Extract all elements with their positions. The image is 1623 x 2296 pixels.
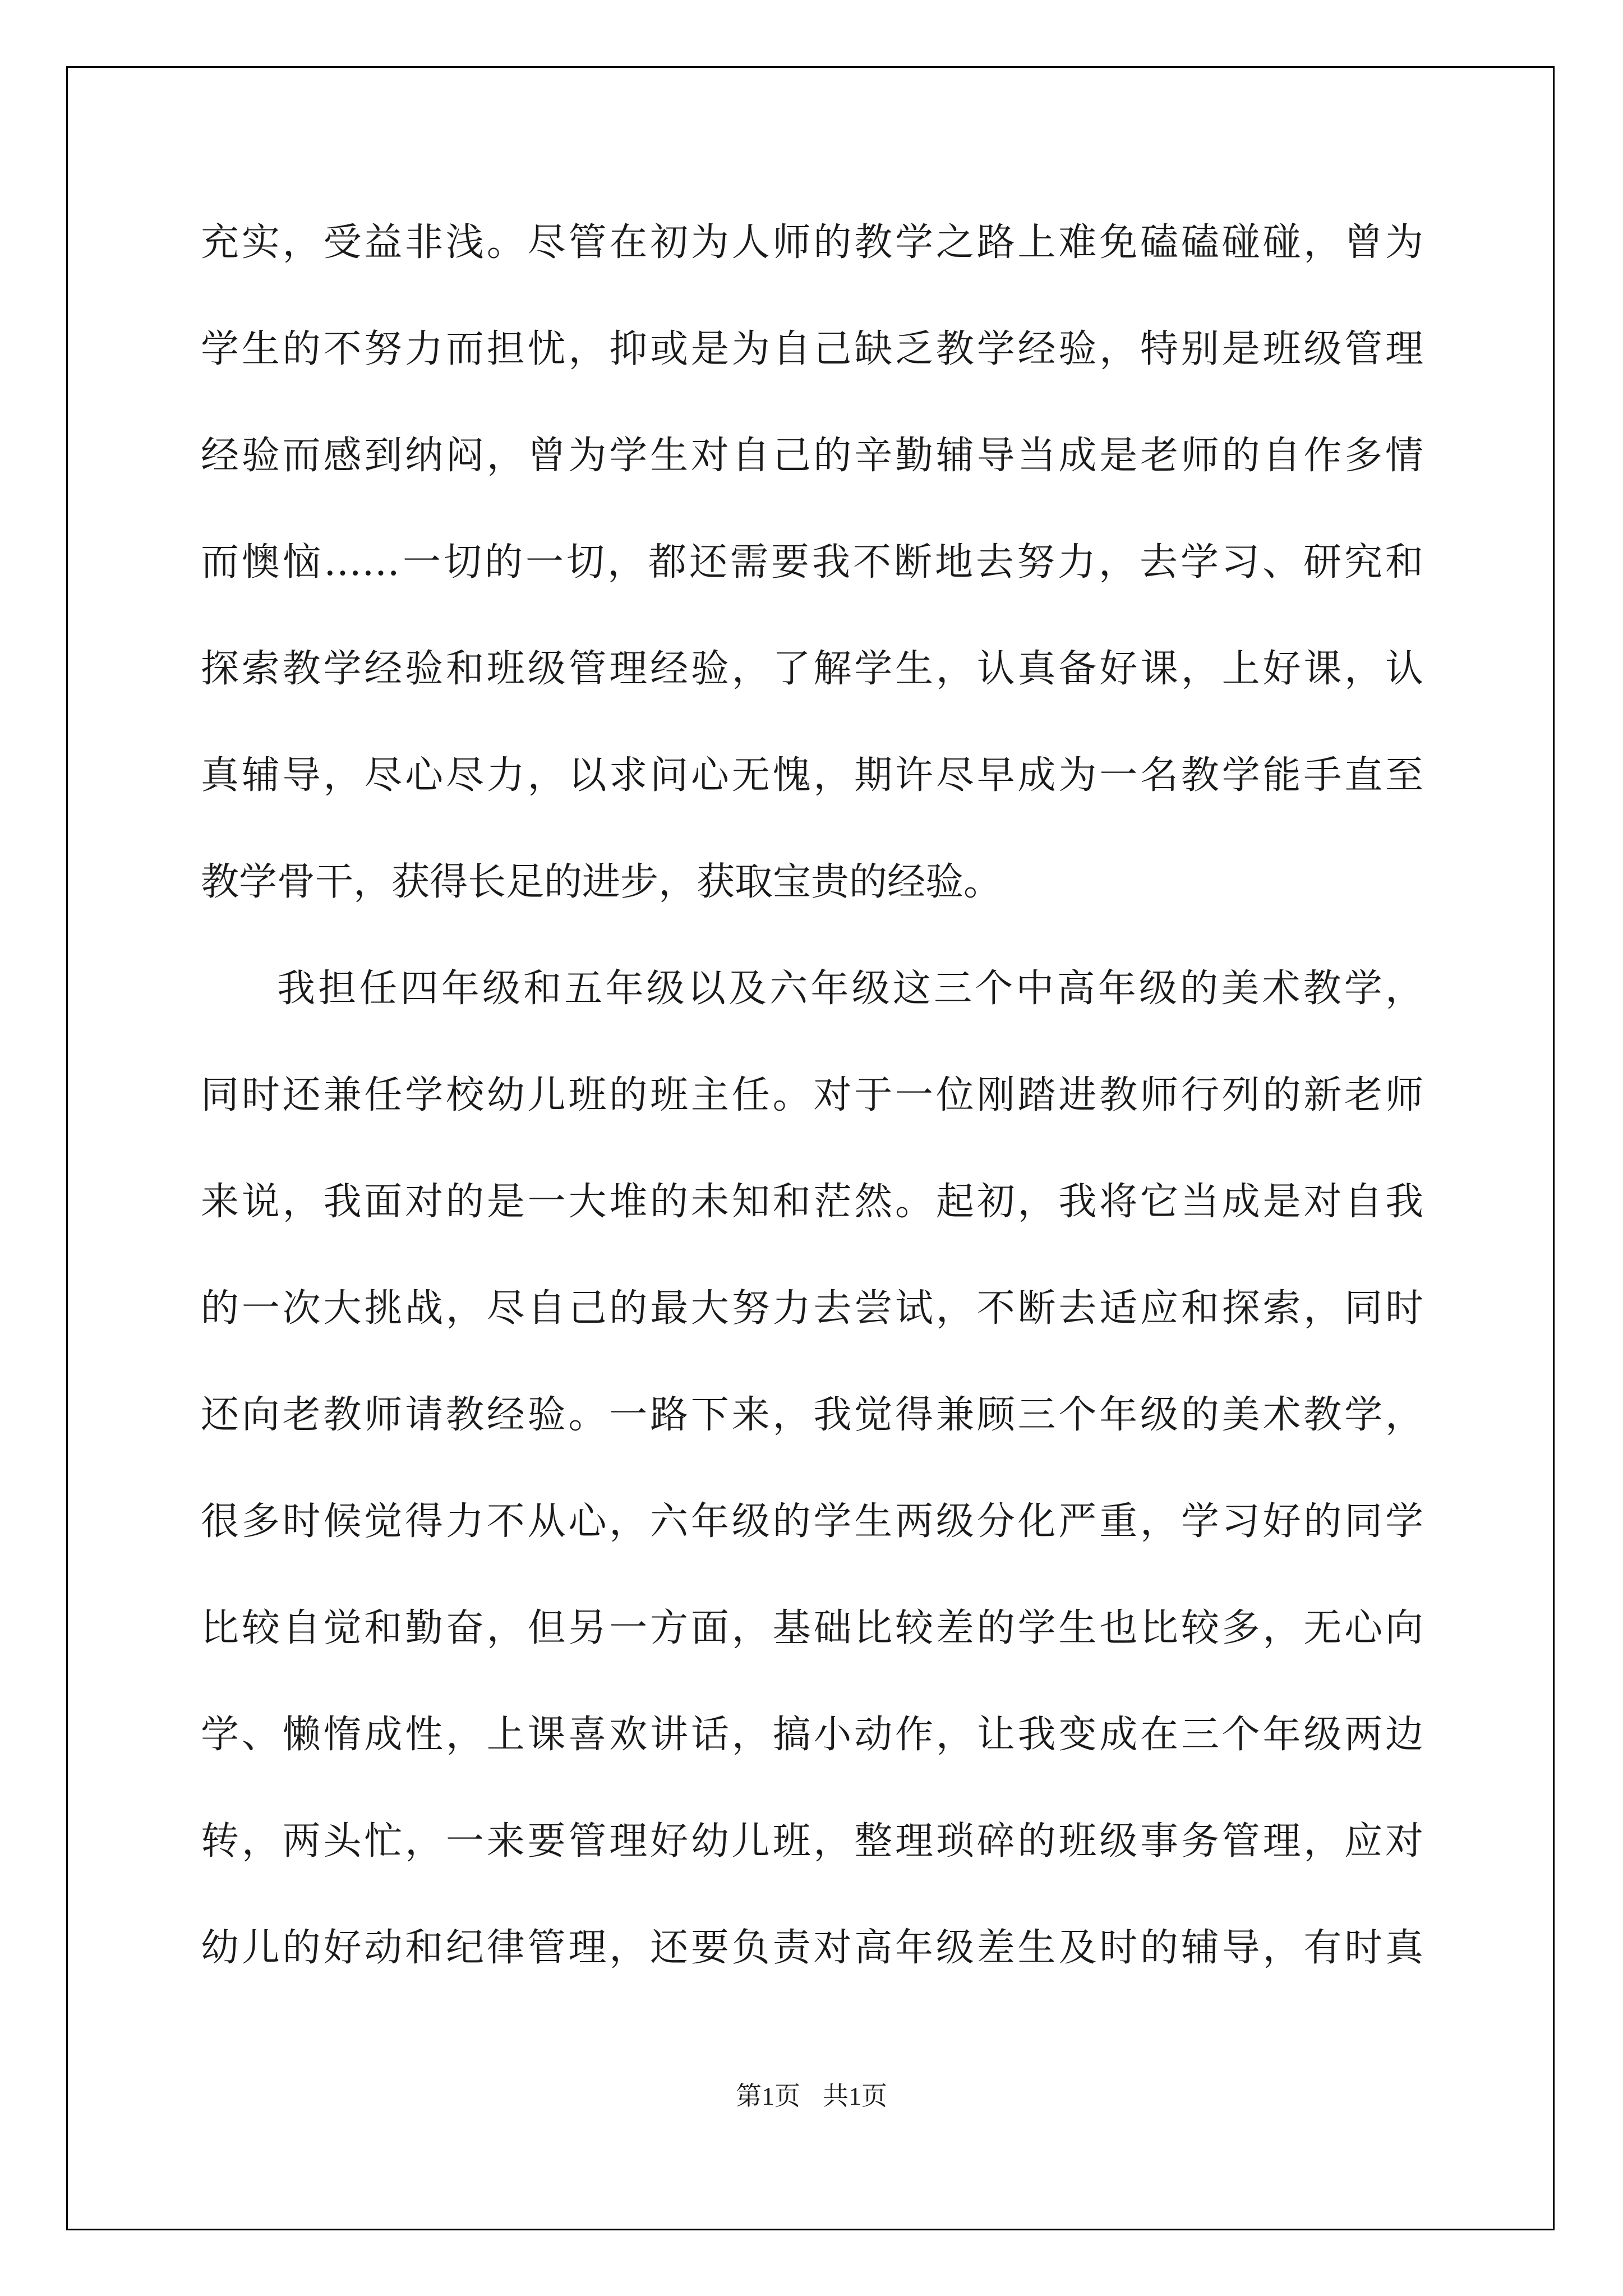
text-line: 的一次大挑战，尽自己的最大努力去尝试，不断去适应和探索，同时 <box>201 1286 1423 1331</box>
text-line: 来说，我面对的是一大堆的未知和茫然。起初，我将它当成是对自我 <box>201 1180 1423 1224</box>
text-line: 经验而感到纳闷，曾为学生对自己的辛勤辅导当成是老师的自作多情 <box>201 434 1423 478</box>
document-body <box>201 190 1423 2001</box>
paragraph-1 <box>201 190 1423 936</box>
text-line: 充实，受益非浅。尽管在初为人师的教学之路上难免磕磕碰碰，曾为 <box>201 220 1423 265</box>
text-line: 比较自觉和勤奋，但另一方面，基础比较差的学生也比较多，无心向 <box>201 1606 1423 1650</box>
text-line: 还向老教师请教经验。一路下来，我觉得兼顾三个年级的美术教学， <box>201 1393 1423 1437</box>
text-line: 教学骨干，获得长足的进步，获取宝贵的经验。 <box>201 860 1002 904</box>
text-line: 真辅导，尽心尽力，以求问心无愧，期许尽早成为一名教学能手直至 <box>201 753 1423 798</box>
text-line: 幼儿的好动和纪律管理，还要负责对高年级差生及时的辅导，有时真 <box>201 1926 1423 1970</box>
page-number: 第1页 <box>736 2082 800 2110</box>
text-line: 转，两头忙，一来要管理好幼儿班，整理琐碎的班级事务管理，应对 <box>201 1819 1423 1864</box>
page-footer <box>0 2076 1623 2113</box>
text-line: 我担任四年级和五年级以及六年级这三个中高年级的美术教学， <box>277 967 1423 1011</box>
text-line: 同时还兼任学校幼儿班的班主任。对于一位刚踏进教师行列的新老师 <box>201 1073 1423 1117</box>
text-line: 学、懒惰成性，上课喜欢讲话，搞小动作，让我变成在三个年级两边 <box>201 1713 1423 1757</box>
page-total: 共1页 <box>823 2082 887 2110</box>
text-line: 而懊恼……一切的一切，都还需要我不断地去努力，去学习、研究和 <box>201 540 1423 585</box>
text-line: 探索教学经验和班级管理经验，了解学生，认真备好课，上好课，认 <box>201 647 1423 691</box>
text-line: 很多时候觉得力不从心，六年级的学生两级分化严重，学习好的同学 <box>201 1499 1423 1544</box>
paragraph-2 <box>201 936 1423 2001</box>
text-line: 学生的不努力而担忧，抑或是为自己缺乏教学经验，特别是班级管理 <box>201 327 1423 371</box>
